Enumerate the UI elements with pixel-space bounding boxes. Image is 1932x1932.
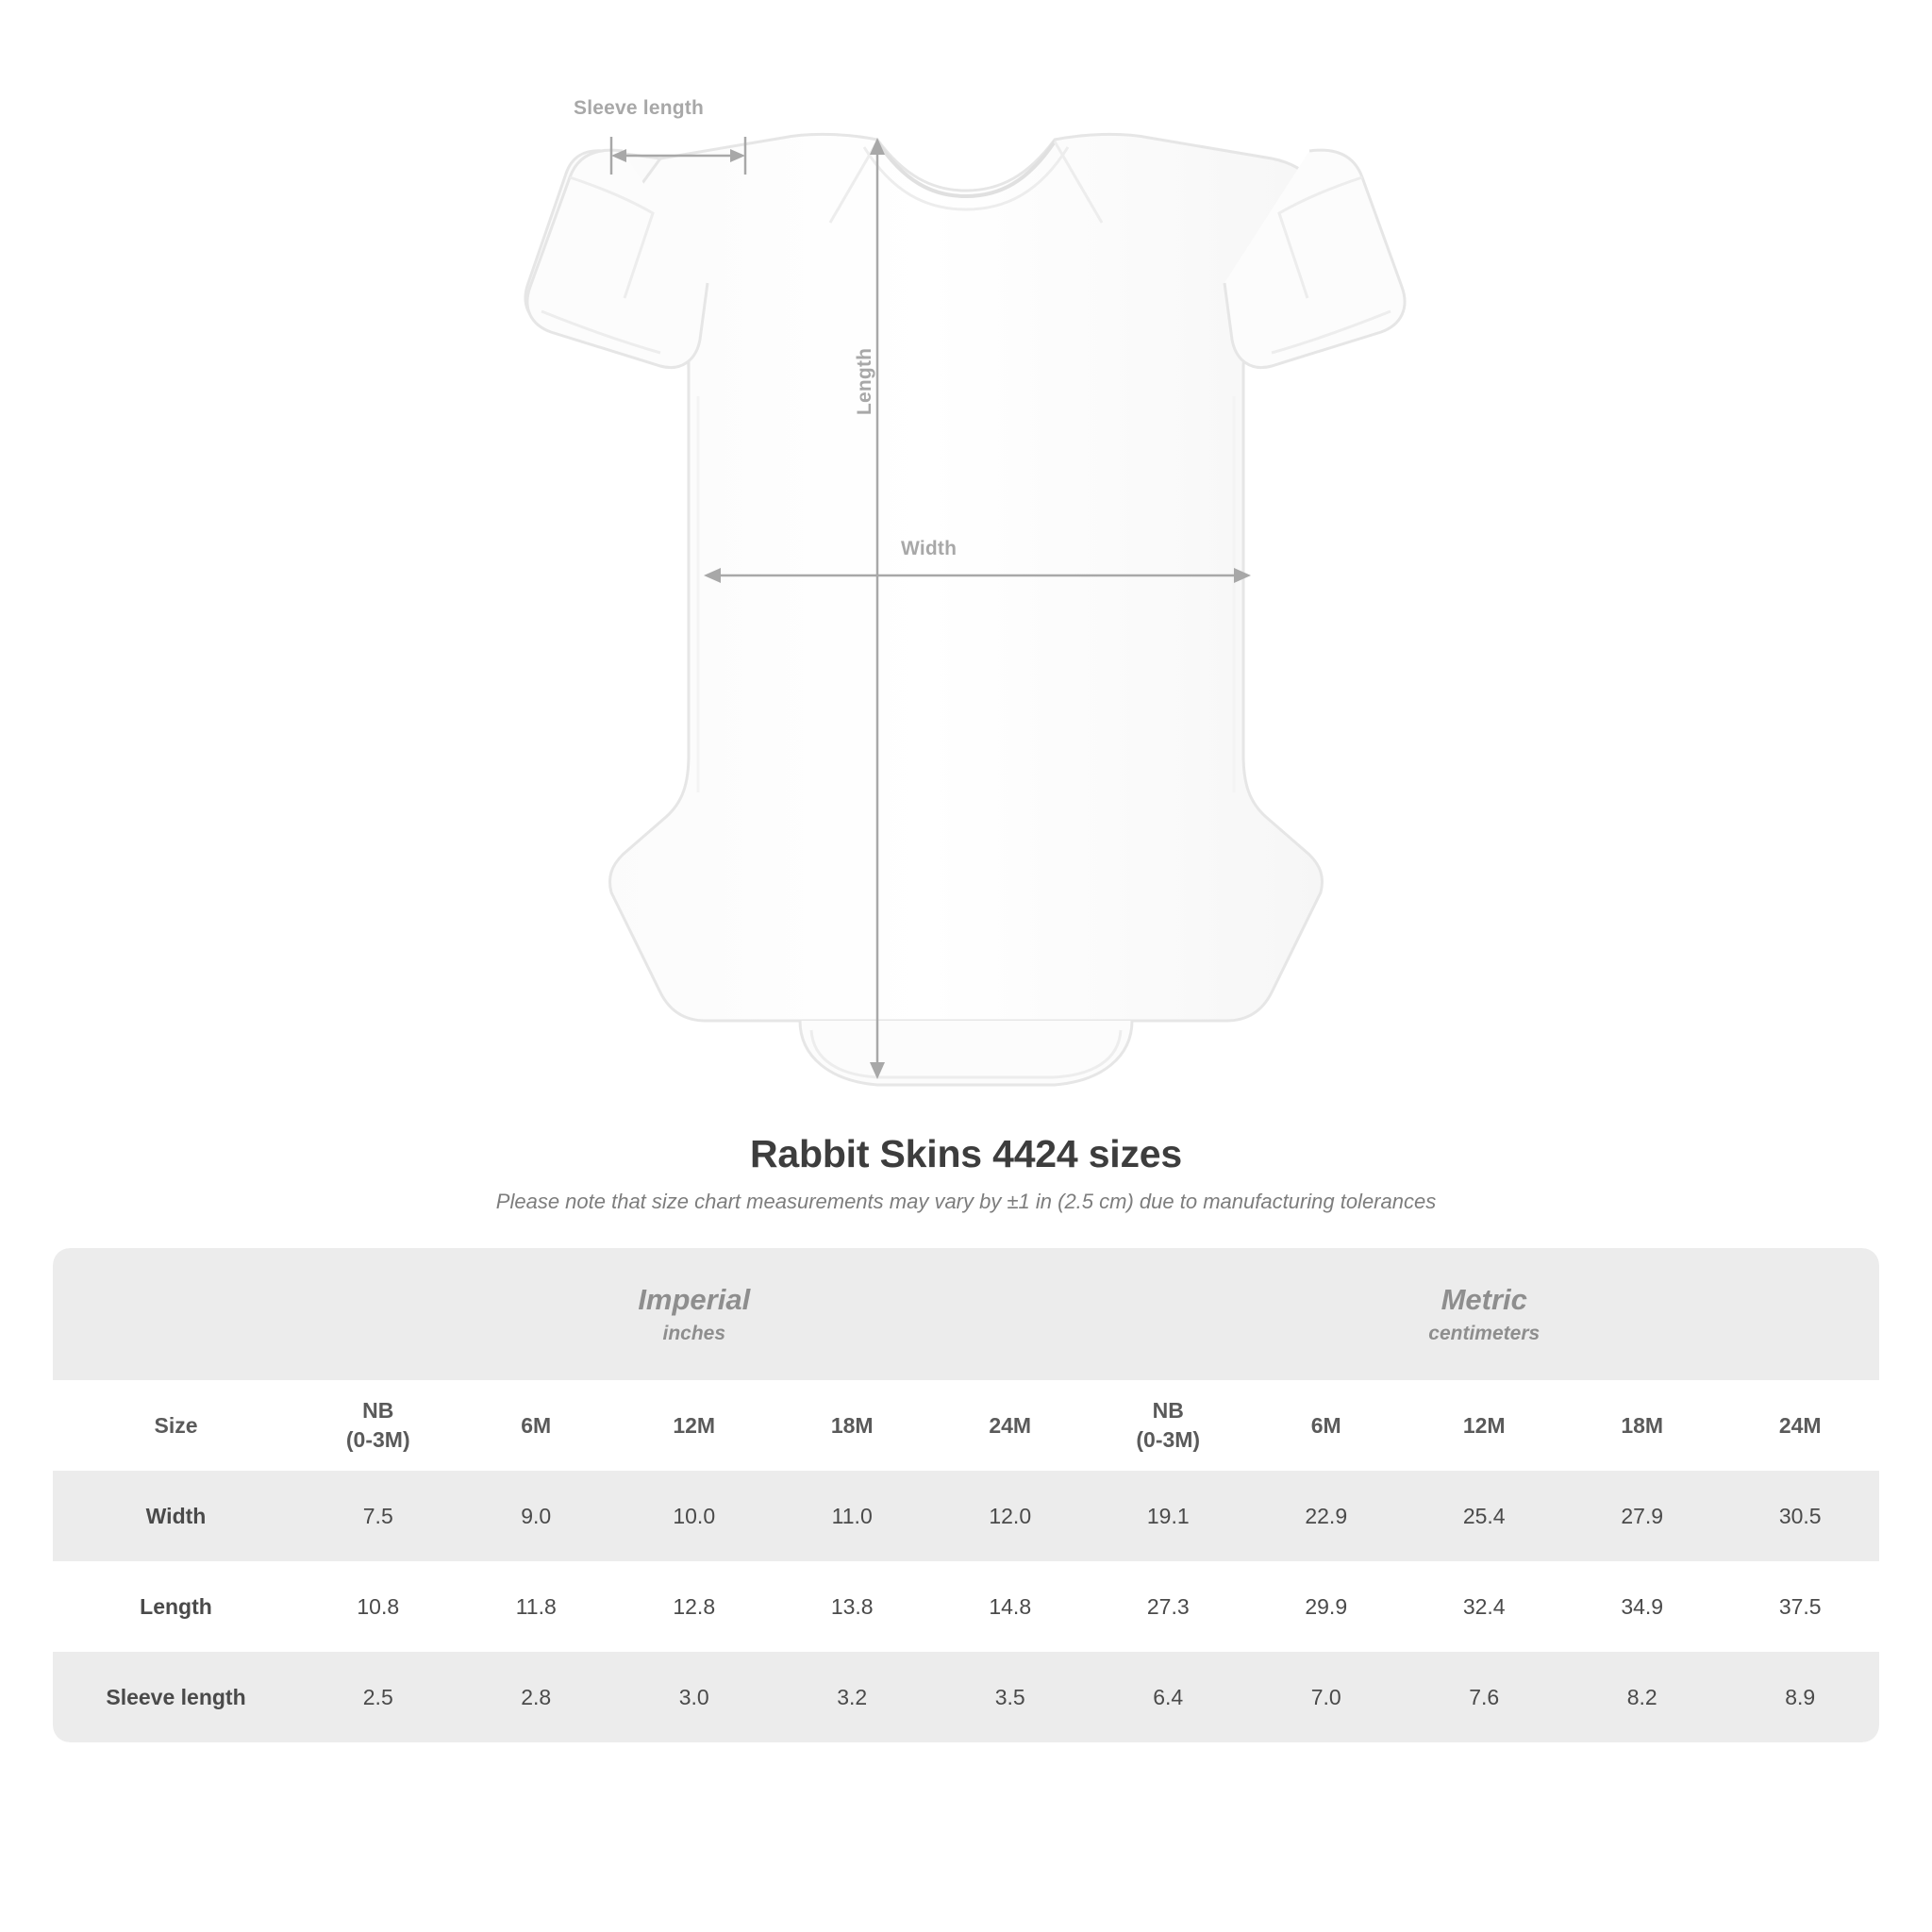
unit-metric-sub: centimeters [1428, 1322, 1541, 1344]
length-metric-nb: 27.3 [1146, 1593, 1190, 1619]
width-metric-24m: 30.5 [1778, 1503, 1822, 1528]
width-metric-12m: 25.4 [1462, 1503, 1506, 1528]
width-metric-nb: 19.1 [1146, 1503, 1190, 1528]
unit-metric-name: Metric [1441, 1283, 1527, 1316]
length-metric-24m: 37.5 [1778, 1593, 1822, 1619]
header-imperial-24m: 24M [989, 1412, 1032, 1438]
length-metric-18m: 34.9 [1621, 1593, 1664, 1619]
title-block [0, 1132, 1932, 1214]
width-imperial-18m: 11.0 [831, 1503, 873, 1528]
tolerance-note: Please note that size chart measurements may vary by ±1 in (2.5 cm) due to manufacturing tolerances [495, 1190, 1437, 1213]
header-metric-nb-line1: NB [1152, 1398, 1184, 1424]
size-table [53, 1248, 1879, 1742]
length-imperial-24m: 14.8 [989, 1593, 1032, 1619]
length-imperial-18m: 13.8 [830, 1593, 874, 1619]
length-label: Length [854, 347, 875, 415]
sleeve-imperial-6m: 2.8 [521, 1684, 552, 1709]
sleeve-metric-18m: 8.2 [1626, 1684, 1657, 1709]
header-imperial-12m: 12M [673, 1412, 716, 1438]
header-imperial-nb-line1: NB [362, 1398, 394, 1424]
sleeve-length-label: Sleeve length [574, 97, 704, 119]
header-metric-18m: 18M [1621, 1412, 1664, 1438]
unit-metric [1090, 1248, 1880, 1380]
header-imperial-6m: 6M [521, 1412, 552, 1438]
sleeve-metric-12m: 7.6 [1469, 1684, 1500, 1709]
table-row [53, 1652, 1879, 1742]
header-metric-12m: 12M [1462, 1412, 1506, 1438]
header-metric-24m: 24M [1778, 1412, 1822, 1438]
width-imperial-nb: 7.5 [362, 1503, 393, 1528]
width-imperial-12m: 10.0 [673, 1503, 716, 1528]
width-imperial-6m: 9.0 [521, 1503, 552, 1528]
unit-spacer [53, 1248, 299, 1380]
unit-imperial [299, 1248, 1089, 1380]
length-imperial-nb: 10.8 [357, 1593, 400, 1619]
unit-header-row [53, 1248, 1879, 1380]
width-metric-6m: 22.9 [1305, 1503, 1348, 1528]
header-imperial-18m: 18M [830, 1412, 874, 1438]
header-metric-nb [1090, 1380, 1247, 1471]
length-imperial-6m: 11.8 [515, 1593, 557, 1619]
sleeve-imperial-18m: 3.2 [837, 1684, 868, 1709]
sleeve-metric-24m: 8.9 [1785, 1684, 1816, 1709]
unit-imperial-name: Imperial [638, 1283, 751, 1316]
column-header-row [53, 1380, 1879, 1471]
sleeve-metric-nb: 6.4 [1153, 1684, 1184, 1709]
header-metric-nb-line2: (0-3M) [1136, 1427, 1201, 1453]
unit-imperial-sub: inches [662, 1322, 726, 1344]
header-metric-6m: 6M [1310, 1412, 1341, 1438]
header-size: Size [154, 1412, 198, 1438]
length-metric-12m: 32.4 [1462, 1593, 1506, 1619]
sleeve-imperial-24m: 3.5 [994, 1684, 1025, 1709]
header-imperial-nb [299, 1380, 457, 1471]
size-table-container [53, 1248, 1879, 1742]
row-label-width: Width [145, 1503, 207, 1528]
width-imperial-24m: 12.0 [989, 1503, 1032, 1528]
length-metric-6m: 29.9 [1305, 1593, 1348, 1619]
sleeve-imperial-12m: 3.0 [678, 1684, 709, 1709]
row-label-sleeve-length: Sleeve length [106, 1684, 246, 1709]
table-row [53, 1561, 1879, 1652]
length-imperial-12m: 12.8 [673, 1593, 716, 1619]
table-row [53, 1471, 1879, 1561]
sleeve-metric-6m: 7.0 [1310, 1684, 1341, 1709]
width-label: Width [901, 538, 958, 559]
row-label-length: Length [140, 1593, 212, 1619]
header-imperial-nb-line2: (0-3M) [345, 1427, 410, 1453]
width-metric-18m: 27.9 [1621, 1503, 1664, 1528]
page-title: Rabbit Skins 4424 sizes [749, 1132, 1182, 1175]
sleeve-imperial-nb: 2.5 [362, 1684, 393, 1709]
